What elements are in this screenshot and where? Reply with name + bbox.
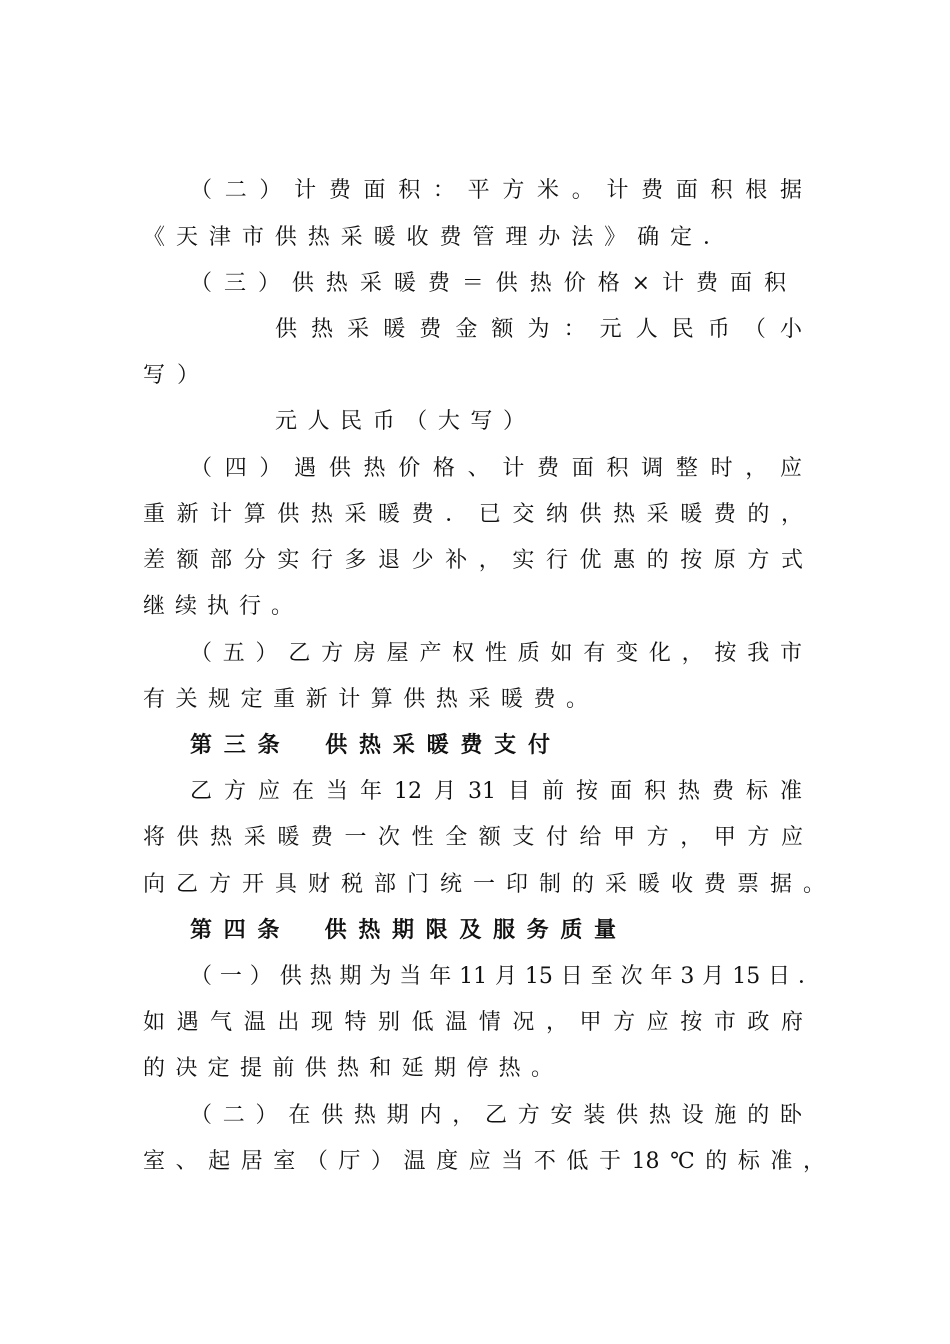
paragraph-line: （三）供热采暖费＝供热价格×计费面积 — [190, 271, 786, 296]
paragraph-line: 的决定提前供热和延期停热。 — [143, 1056, 553, 1081]
paragraph-line: 重新计算供热采暖费．已交纳供热采暖费的， — [143, 502, 803, 527]
paragraph-line: 写） — [143, 363, 212, 388]
paragraph-line: 继续执行。 — [143, 594, 293, 619]
section-heading: 第三条 供热采暖费支付 — [190, 733, 550, 758]
paragraph-line: 将供热采暖费一次性全额支付给甲方，甲方应 — [143, 825, 803, 850]
paragraph-line: （一）供热期为当年11月15日至次年3月15日． — [190, 964, 820, 989]
paragraph-line: （四）遇供热价格、计费面积调整时，应 — [190, 456, 802, 481]
paragraph-line: 向乙方开具财税部门统一印制的采暖收费票据。 — [143, 872, 825, 897]
paragraph-line: 差额部分实行多退少补，实行优惠的按原方式 — [143, 548, 803, 573]
paragraph-line: 室、起居室（厅）温度应当不低于18℃的标准， — [143, 1149, 825, 1174]
paragraph-line: 元人民币（大写） — [275, 409, 525, 434]
paragraph-line: （五）乙方房屋产权性质如有变化，按我市 — [190, 641, 802, 666]
paragraph-line: 供热采暖费金额为：元人民币（小 — [275, 317, 802, 342]
paragraph-line: 《天津市供热采暖收费管理办法》确定． — [143, 225, 725, 250]
paragraph-line: 乙方应在当年12月31目前按面积热费标准 — [190, 779, 802, 804]
paragraph-line: 如遇气温出现特别低温情况，甲方应按市政府 — [143, 1010, 803, 1035]
paragraph-line: 有关规定重新计算供热采暖费。 — [143, 687, 588, 712]
paragraph-line: （二）在供热期内，乙方安装供热设施的卧 — [190, 1103, 802, 1128]
section-heading: 第四条 供热期限及服务质量 — [190, 918, 616, 943]
paragraph-line: （二）计费面积：平方米。计费面积根据 — [190, 178, 802, 203]
